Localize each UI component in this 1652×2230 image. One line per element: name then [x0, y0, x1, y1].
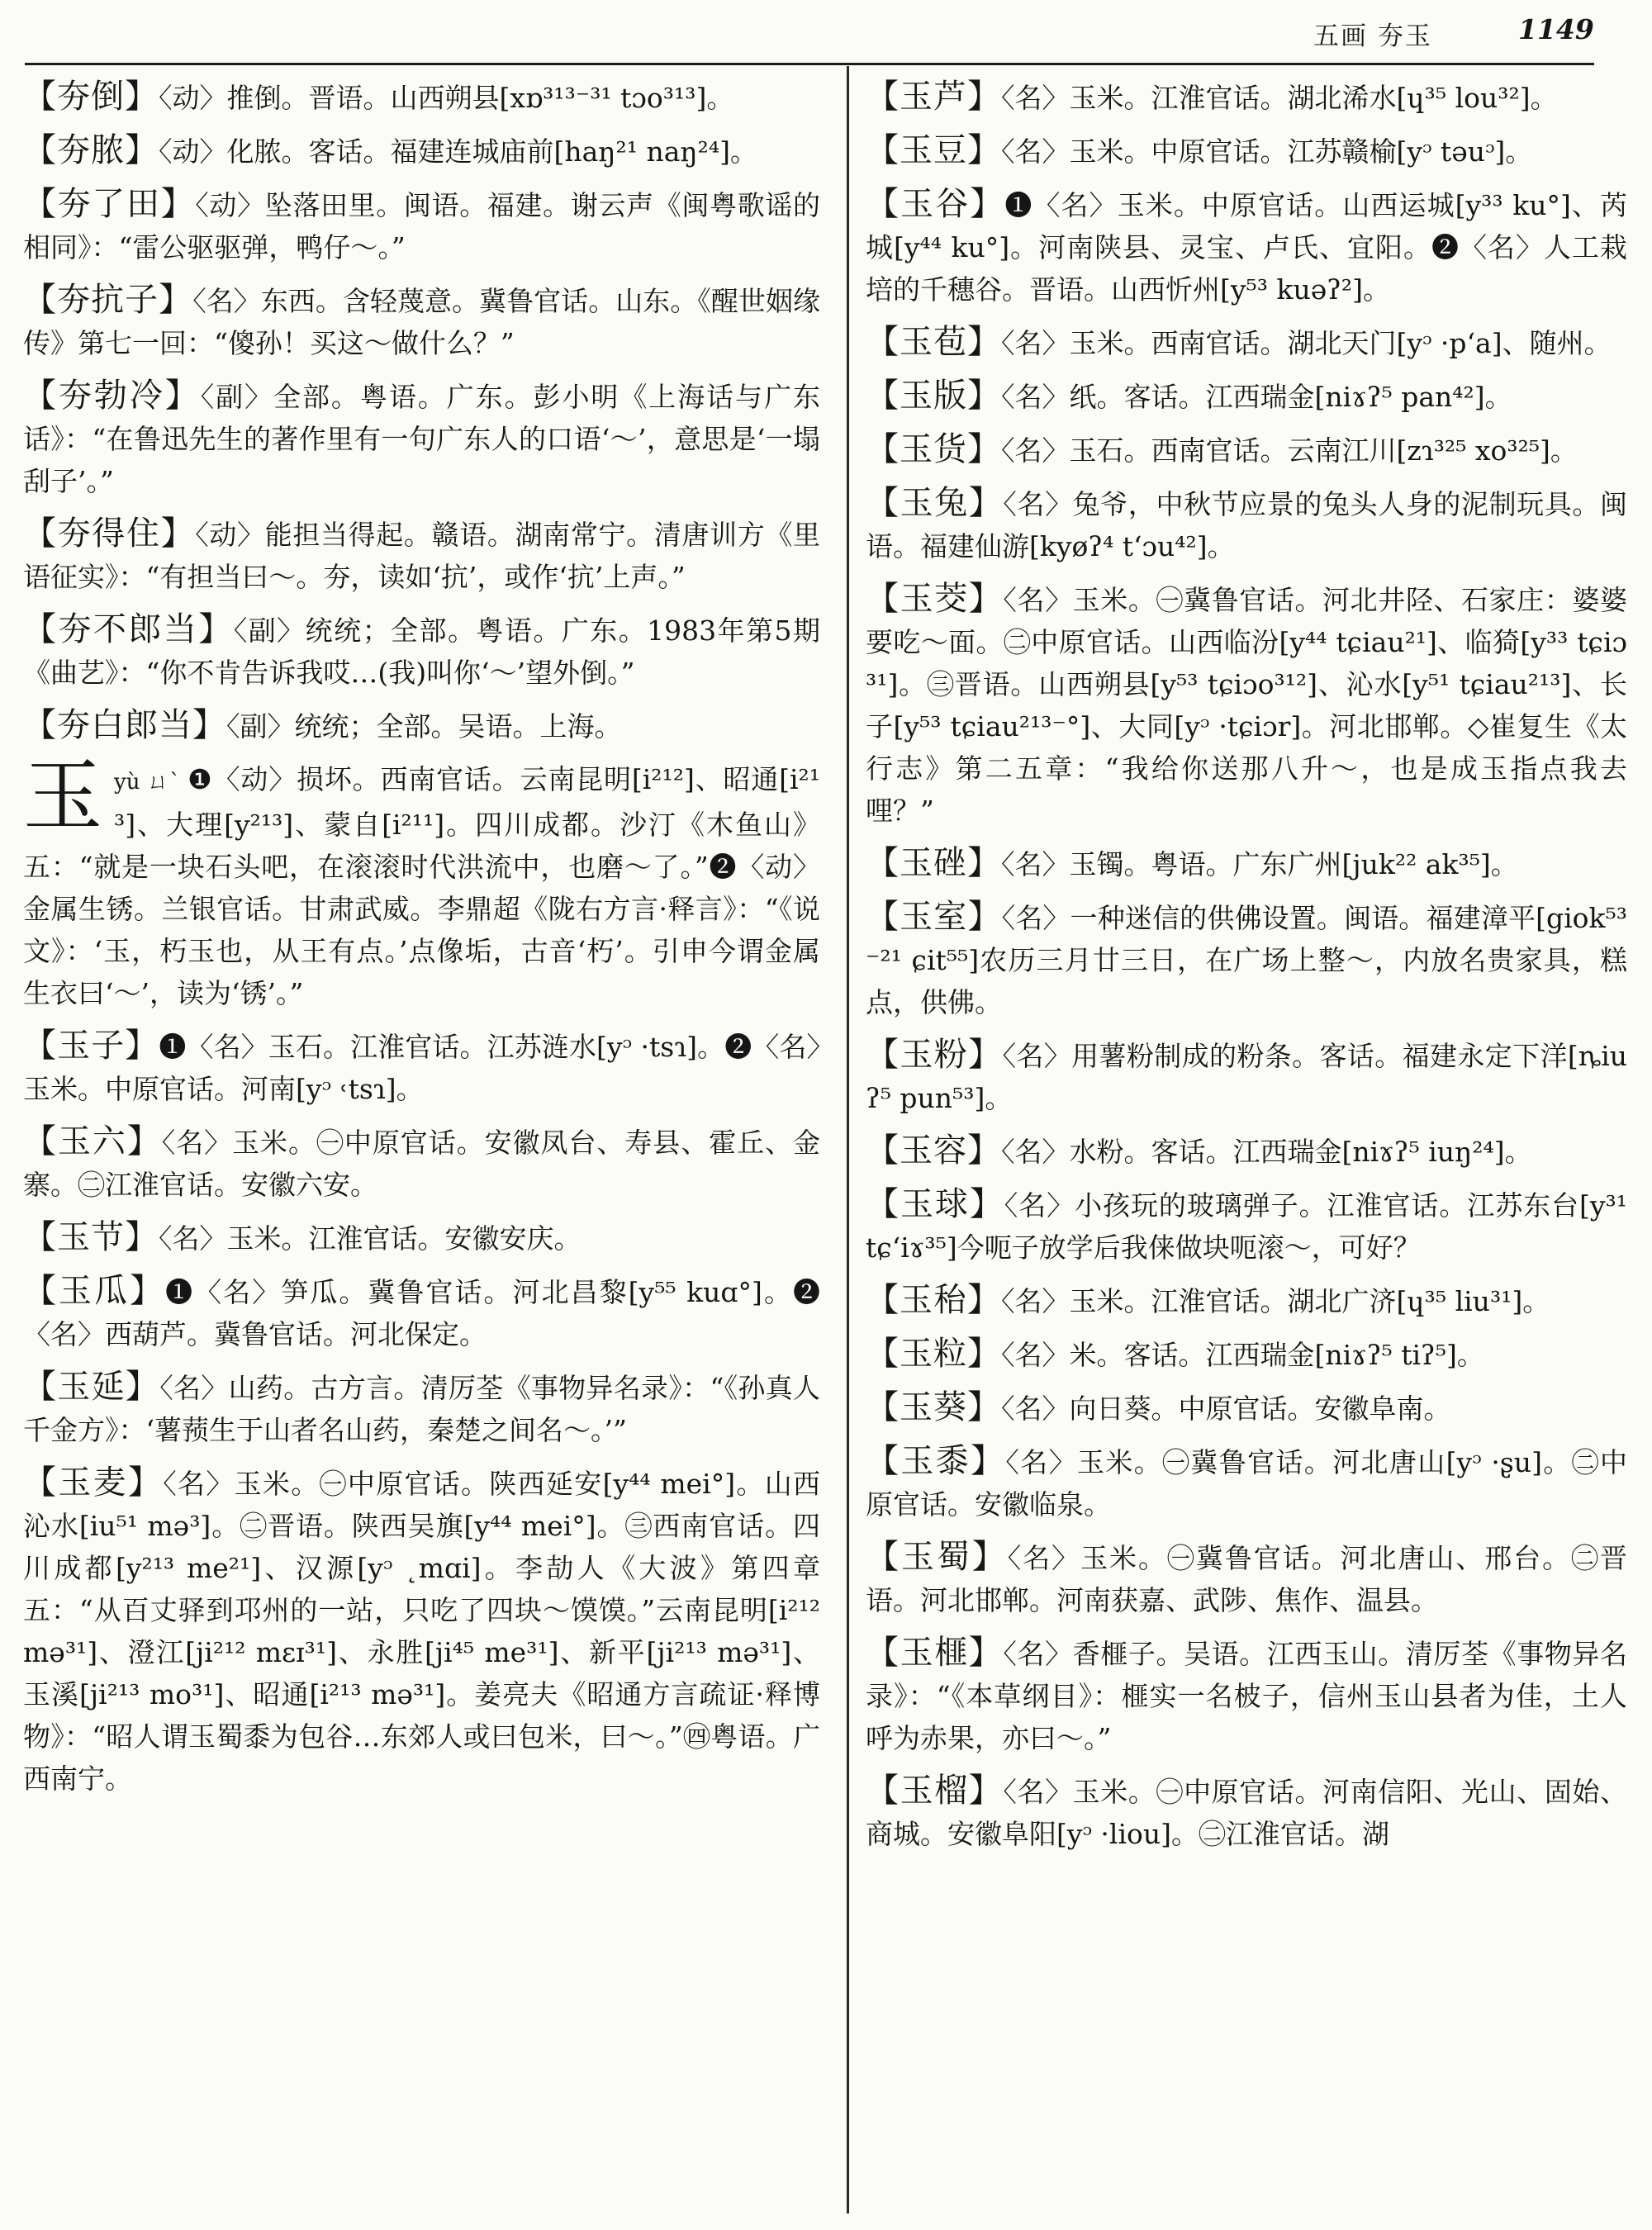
dict-entry — [866, 1387, 1627, 1430]
right-column — [866, 76, 1627, 1866]
headword: 【夯不郎当】 — [23, 610, 234, 648]
definition: 〈名〉玉米。中原官话。江苏赣榆[yᵓ təuᵓ]。 — [1001, 135, 1533, 168]
definition: 〈名〉玉米。江淮官话。安徽安庆。 — [159, 1222, 582, 1255]
definition: 〈名〉玉米。江淮官话。湖北浠水[ɥ³⁵ lou³²]。 — [1001, 82, 1558, 114]
definition: ❶〈名〉玉石。江淮官话。江苏涟水[yᵓ ·tsɿ]。❷〈名〉玉米。中原官话。河南[yᵓ ˓tsɿ]。 — [23, 1031, 821, 1105]
dict-entry — [866, 1034, 1627, 1119]
headword: 【玉豆】 — [866, 131, 1001, 169]
definition: 〈名〉玉镯。粤语。广东广州[juk²² ak³⁵]。 — [1001, 848, 1518, 880]
definition: 〈名〉用薯粉制成的粉条。客话。福建永定下洋[ȵiuʔ⁵ pun⁵³]。 — [866, 1040, 1627, 1114]
definition: 〈名〉香榧子。吴语。江西玉山。清厉荃《事物异名录》：“《本草纲目》：榧实一名柀子，信州玉山县者为佳，土人呼为赤果，亦曰～。” — [866, 1638, 1628, 1754]
dict-entry — [866, 429, 1627, 472]
definition: 〈名〉水粉。客话。江西瑞金[niɤʔ⁵ iuŋ²⁴]。 — [1001, 1136, 1532, 1168]
definition: 〈名〉玉石。西南官话。云南江川[zɿ³²⁵ xo³²⁵]。 — [1001, 434, 1578, 467]
headword: 【夯白郎当】 — [23, 706, 226, 744]
headword: 【玉粒】 — [866, 1335, 1001, 1373]
headword: 【玉榴】 — [866, 1772, 1004, 1810]
definition: ❶〈名〉玉米。中原官话。山西运城[y³³ ku°]、芮城[y⁴⁴ ku°]。河南陕县、灵宝、卢氏、宜阳。❷〈名〉人工栽培的千穗谷。晋语。山西忻州[y⁵³ kuəʔ²]。 — [866, 189, 1628, 306]
dict-entry — [866, 1632, 1627, 1759]
definition: 〈名〉纸。客话。江西瑞金[niɤʔ⁵ pan⁴²]。 — [1001, 381, 1512, 413]
definition: 〈名〉玉米。㊀中原官话。安徽凤台、寿县、霍丘、金寨。㊁江淮官话。安徽六安。 — [23, 1127, 821, 1201]
left-column — [23, 76, 820, 1810]
dict-entry — [866, 1440, 1627, 1525]
definition: 〈名〉玉米。㊀中原官话。河南信阳、光山、固始、商城。安徽阜阳[yᵓ ·liou]。㊁江淮官话。湖 — [866, 1776, 1628, 1850]
dict-entry — [866, 183, 1627, 311]
headword: 【玉瓜】 — [23, 1272, 166, 1310]
dict-entry — [866, 1130, 1627, 1173]
definition: ❶〈名〉笋瓜。冀鲁官话。河北昌黎[y⁵⁵ kuɑ°]。❷〈名〉西葫芦。冀鲁官话。河北保定。 — [23, 1276, 821, 1350]
definition: 〈名〉东西。含轻蔑意。冀鲁官话。山东。《醒世姻缘传》第七一回：“傻孙！买这～做什么？” — [23, 285, 821, 359]
main-character: 玉 — [23, 750, 102, 842]
definition: 〈副〉统统；全部。吴语。上海。 — [226, 710, 622, 743]
pinyin: yù ㄩˋ — [114, 770, 182, 795]
headword: 【玉葵】 — [866, 1388, 1001, 1426]
main-character-entry — [23, 750, 820, 1014]
definition: 〈名〉玉米。西南官话。湖北天门[yᵓ ·p‘a]、随州。 — [1001, 327, 1612, 359]
definition: 〈名〉小孩玩的玻璃弹子。江淮官话。江苏东台[y³¹ tɕ‘iɤ³⁵]今呃子放学后我俫做块呃滚～，可好？ — [866, 1189, 1627, 1264]
dict-entry — [866, 130, 1627, 173]
headword: 【玉子】 — [23, 1027, 159, 1065]
headword: 【玉芦】 — [866, 78, 1001, 116]
dict-entry — [23, 1270, 820, 1355]
dict-entry — [866, 1279, 1627, 1322]
headword: 【玉茭】 — [866, 580, 1004, 618]
headword: 【玉兔】 — [866, 484, 1004, 522]
headword: 【玉版】 — [866, 377, 1001, 415]
headword: 【玉粉】 — [866, 1036, 1003, 1074]
headword: 【夯抗子】 — [23, 281, 193, 319]
headword: 【玉节】 — [23, 1218, 159, 1256]
dict-entry — [866, 482, 1627, 567]
dict-entry — [866, 76, 1627, 119]
dict-entry — [866, 375, 1627, 418]
headword: 【玉室】 — [866, 898, 1002, 936]
headword: 【玉谷】 — [866, 185, 1005, 223]
definition: 〈副〉全部。粤语。广东。彭小明《上海话与广东话》：“在鲁迅先生的著作里有一句广东人的口语‘～’，意思是‘一塌刮子’。” — [23, 381, 821, 497]
headword: 【夯得住】 — [23, 515, 196, 553]
headword: 【玉蜀】 — [866, 1538, 1008, 1576]
definition: 〈名〉向日葵。中原官话。安徽阜南。 — [1001, 1393, 1451, 1425]
headword: 【夯脓】 — [23, 131, 159, 169]
headword: 【玉球】 — [866, 1185, 1004, 1223]
dict-entry — [866, 842, 1627, 885]
headword: 【夯勃冷】 — [23, 377, 201, 415]
dict-entry — [23, 76, 820, 119]
page-header — [0, 0, 1652, 58]
dict-entry — [866, 1770, 1627, 1855]
dict-entry — [23, 1462, 820, 1800]
dict-entry — [866, 1184, 1627, 1269]
definition: 〈动〉推倒。晋语。山西朔县[xɒ³¹³⁻³¹ tɔo³¹³]。 — [159, 82, 734, 114]
section-title: 五画 夯玉 — [1313, 21, 1432, 51]
definition: ❶〈动〉损坏。西南官话。云南昆明[i²¹²]、昭通[i²¹³]、大理[y²¹³]、蒙自[i²¹¹]。四川成都。沙汀《木鱼山》五：“就是一块石头吧，在滚滚时代洪流中，也磨～了。”❷〈动〉金属生锈。兰银官话。甘肃武威。李鼎超《陇右方言·释言》：“《说文》：‘玉，朽玉也，从王有点。’点像垢，古音‘朽’。引申今谓金属生衣曰‘～’，读为‘锈’。” — [23, 763, 820, 1009]
dict-entry — [866, 321, 1627, 364]
definition: 〈动〉化脓。客话。福建连城庙前[haŋ²¹ naŋ²⁴]。 — [159, 135, 758, 168]
definition: 〈副〉统统；全部。粤语。广东。1983年第5期《曲艺》：“你不肯告诉我哎…(我)叫你‘～’望外倒。” — [23, 614, 820, 689]
definition: 〈动〉坠落田里。闽语。福建。谢云声《闽粤歌谣的相同》：“雷公驱驱弹，鸭仔～。” — [23, 189, 821, 263]
definition: 〈名〉一种迷信的供佛设置。闽语。福建漳平[giok⁵³⁻²¹ ɕit⁵⁵]农历三月廿三日，在广场上整～，内放名贵家具，糕点，供佛。 — [866, 902, 1627, 1018]
definition: 〈名〉玉米。㊀中原官话。陕西延安[y⁴⁴ mei°]。山西沁水[iu⁵¹ mə³]。㊁晋语。陕西吴旗[y⁴⁴ mei°]。㊂西南官话。四川成都[y²¹³ me²¹]、汉源[yᵓ ˛mɑi]。李劼人《大波》第四章五：“从百丈驿到邛州的一站，只吃了四块～馍馍。”云南昆明[i²¹² mə³¹]、澄江[ji²¹² mɛɪ³¹]、永胜[ji⁴⁵ me³¹]、新平[ji²¹³ mə³¹]、玉溪[ji²¹³ mo³¹]、昭通[i²¹³ mə³¹]。姜亮夫《昭通方言疏证·释博物》：“昭人谓玉蜀黍为包谷…东郊人或曰包米，曰～。”㊃粤语。广西南宁。 — [23, 1468, 821, 1795]
definition: 〈名〉玉米。㊀冀鲁官话。河北唐山[yᵓ ·ʂu]。㊁中原官话。安徽临泉。 — [866, 1446, 1628, 1521]
column-divider — [847, 66, 849, 2213]
definition: 〈名〉米。客话。江西瑞金[niɤʔ⁵ tiʔ⁵]。 — [1001, 1339, 1484, 1371]
dict-entry — [23, 1121, 820, 1206]
dict-entry — [23, 1025, 820, 1110]
definition: 〈名〉兔爷，中秋节应景的兔头人身的泥制玩具。闽语。福建仙游[kyøʔ⁴ t‘ɔu⁴²]。 — [866, 488, 1628, 562]
dict-entry — [23, 705, 820, 747]
headword: 【玉六】 — [23, 1122, 162, 1160]
dict-entry — [866, 896, 1627, 1023]
dict-entry — [23, 130, 820, 173]
dict-entry — [23, 183, 820, 268]
headword: 【玉货】 — [866, 430, 1001, 468]
dict-entry — [23, 609, 820, 694]
definition: 〈动〉能担当得起。赣语。湖南常宁。清唐训方《里语征实》：“有担当曰～。夯，读如‘抗’，或作‘抗’上声。” — [23, 519, 821, 593]
headword: 【夯倒】 — [23, 78, 159, 116]
headword: 【玉容】 — [866, 1132, 1001, 1170]
headword: 【玉秮】 — [866, 1281, 1001, 1319]
dict-entry — [23, 513, 820, 598]
header-rule — [25, 63, 1594, 65]
headword: 【玉延】 — [23, 1368, 160, 1406]
headword: 【玉麦】 — [23, 1464, 164, 1502]
dict-entry — [23, 375, 820, 502]
headword: 【玉黍】 — [866, 1442, 1006, 1480]
definition: 〈名〉玉米。㊀冀鲁官话。河北井陉、石家庄：婆婆要吃～面。㊁中原官话。山西临汾[y⁴⁴ tɕiau²¹]、临猗[y³³ tɕiɔ³¹]。㊂晋语。山西朔县[y⁵³ tɕiɔo³¹²]、沁水[y⁵¹ tɕiau²¹³]、长子[y⁵³ tɕiau²¹³⁻°]、大同[yᵓ ·tɕiɔr]。河北邯郸。◇崔复生《太行志》第二五章：“我给你送那八升～，也是成玉指点我去哩？” — [866, 584, 1628, 827]
dict-entry — [23, 1366, 820, 1451]
headword: 【玉䂳】 — [866, 844, 1001, 882]
headword: 【夯了田】 — [23, 185, 196, 223]
definition: 〈名〉玉米。江淮官话。湖北广济[ɥ³⁵ liu³¹]。 — [1001, 1285, 1550, 1317]
definition: 〈名〉山药。古方言。清厉荃《事物异名录》：“《孙真人千金方》：‘薯蓣生于山者名山药，秦楚之间名～。’” — [23, 1372, 821, 1446]
dict-entry — [866, 1333, 1627, 1376]
headword: 【玉苞】 — [866, 323, 1001, 361]
dict-entry — [866, 1536, 1627, 1621]
dict-entry — [23, 279, 820, 364]
dict-entry — [866, 578, 1627, 832]
definition: 〈名〉玉米。㊀冀鲁官话。河北唐山、邢台。㊁晋语。河北邯郸。河南获嘉、武陟、焦作、温县。 — [866, 1542, 1628, 1616]
page-number: 1149 — [1518, 13, 1594, 45]
dict-entry — [23, 1217, 820, 1260]
headword: 【玉榧】 — [866, 1634, 1004, 1672]
